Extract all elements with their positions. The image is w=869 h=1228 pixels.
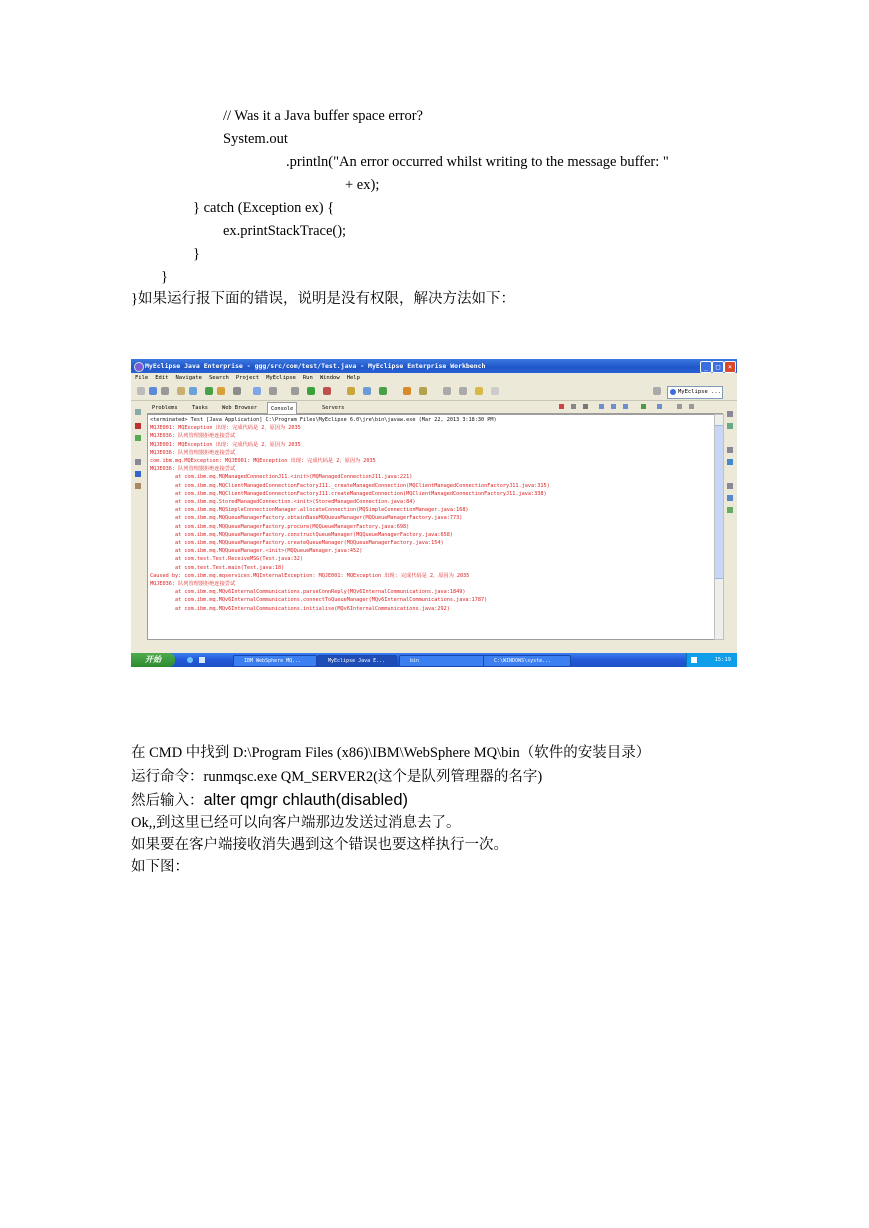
palette-icon[interactable] bbox=[727, 411, 733, 417]
minimize-view-icon[interactable] bbox=[677, 404, 682, 409]
code-line: .println("An error occurred whilst writing to the message buffer: " bbox=[286, 154, 669, 170]
forward-icon[interactable] bbox=[491, 387, 499, 395]
console-line: at com.ibm.mq.MQv6InternalCommunications.connectToQueueManager(MQv6InternalCommunications.java:1787) bbox=[150, 597, 488, 604]
console-line: MQJE001: MQException 出现: 完成代码是 2，原因为 2035 bbox=[150, 425, 301, 432]
toolbar bbox=[131, 384, 737, 401]
hierarchy-icon[interactable] bbox=[135, 435, 141, 441]
command-text: alter qmgr chlauth(disabled) bbox=[203, 791, 409, 809]
view-tab-bar bbox=[147, 401, 723, 414]
right-trim bbox=[723, 401, 737, 649]
browser-icon[interactable] bbox=[217, 387, 225, 395]
console-line: MQJE001: MQException 出现: 完成代码是 2，原因为 2035 bbox=[150, 441, 301, 448]
console-line: MQJE036: 队列管理器拒绝连接尝试 bbox=[150, 581, 236, 587]
outline-icon[interactable] bbox=[135, 423, 141, 429]
servers-view-icon[interactable] bbox=[727, 495, 733, 501]
code-line: } catch (Exception ex) { bbox=[193, 200, 335, 216]
console-line: at com.ibm.mq.MQManagedConnectionJ11.<init>(MQManagedConnectionJ11.java:221) bbox=[150, 474, 413, 481]
maximize-icon[interactable]: □ bbox=[712, 361, 724, 373]
code-line: ex.printStackTrace(); bbox=[223, 223, 347, 239]
package-explorer-icon[interactable] bbox=[135, 409, 141, 415]
console-line: MQJE036: 队列管理器拒绝连接尝试 bbox=[150, 433, 236, 440]
tab-console[interactable]: Console bbox=[267, 402, 297, 414]
annotation-icon[interactable] bbox=[419, 387, 427, 395]
clear-console-icon[interactable] bbox=[599, 404, 604, 409]
console-line: at com.test.Test.ReceiveMSG(Test.java:32) bbox=[150, 556, 304, 563]
save-icon[interactable] bbox=[149, 387, 157, 395]
structure-icon[interactable] bbox=[727, 459, 733, 465]
intro-paragraph: }如果运行报下面的错误，说明是没有权限，解决方法如下： bbox=[131, 291, 515, 307]
scrollbar-thumb[interactable] bbox=[715, 425, 723, 579]
tab-tasks[interactable]: Tasks bbox=[192, 405, 208, 411]
db-browser-icon[interactable] bbox=[135, 471, 141, 477]
ie-icon[interactable] bbox=[187, 657, 193, 663]
menu-bar bbox=[131, 373, 737, 384]
console-line: at com.ibm.mq.MQQueueManagerFactory.constructQueueManager(MQQueueManagerFactory.java:658) bbox=[150, 531, 453, 538]
menu-file[interactable]: File bbox=[135, 375, 149, 381]
console-line: at com.test.Test.main(Test.java:18) bbox=[150, 564, 285, 571]
db-view-icon[interactable] bbox=[727, 507, 733, 513]
windows-taskbar bbox=[131, 653, 737, 667]
menu-window[interactable]: Window bbox=[319, 375, 340, 381]
console-line: at com.ibm.mq.MQQueueManagerFactory.procure(MQQueueManagerFactory.java:698) bbox=[150, 523, 410, 530]
new-icon[interactable] bbox=[137, 387, 145, 395]
view-icon[interactable] bbox=[135, 459, 141, 465]
search-icon[interactable] bbox=[379, 387, 387, 395]
close-icon[interactable]: × bbox=[724, 361, 736, 373]
task-myeclipse[interactable]: MyEclipse Java E... bbox=[317, 655, 397, 667]
db-icon[interactable] bbox=[233, 387, 241, 395]
menu-run[interactable]: Run bbox=[302, 375, 313, 381]
print-icon[interactable] bbox=[161, 387, 169, 395]
snippets-icon[interactable] bbox=[135, 483, 141, 489]
task-websphere[interactable]: IBM WebSphere MQ... bbox=[233, 655, 317, 667]
tray-icon[interactable] bbox=[691, 657, 697, 663]
run-icon[interactable] bbox=[307, 387, 315, 395]
system-tray bbox=[686, 653, 737, 667]
console-line: MQJE036: 队列管理器拒绝连接尝试 bbox=[150, 449, 236, 456]
myeclipse-icon bbox=[134, 362, 144, 372]
deploy-icon[interactable] bbox=[205, 387, 213, 395]
paragraph-below: 如下图： bbox=[131, 859, 189, 875]
scroll-lock-icon[interactable] bbox=[611, 404, 616, 409]
web-icon[interactable] bbox=[253, 387, 261, 395]
properties-icon[interactable] bbox=[727, 423, 733, 429]
eclipse-screenshot bbox=[131, 359, 737, 667]
external-tools-icon[interactable] bbox=[323, 387, 331, 395]
console-line: MQJE036: 队列管理器拒绝连接尝试 bbox=[150, 466, 236, 473]
console-scrollbar[interactable] bbox=[714, 414, 724, 640]
form-icon[interactable] bbox=[269, 387, 277, 395]
perspective-icon bbox=[670, 389, 676, 395]
left-trim bbox=[131, 401, 145, 649]
console-line: at com.ibm.mq.MQv6InternalCommunications.parseConnReply(MQv6InternalCommunications.java:1849) bbox=[150, 589, 466, 596]
server-icon[interactable] bbox=[189, 387, 197, 395]
remove-launch-icon[interactable] bbox=[571, 404, 576, 409]
next-annotation-icon[interactable] bbox=[443, 387, 451, 395]
console-line: Caused by: com.ibm.mq.mqservices.MQInternalException: MQJE001: MQException 出现: 完成代码是 2，原因为 2035 bbox=[150, 572, 470, 579]
console-line: at com.ibm.mq.MQClientManagedConnectionFactoryJ11.createManagedConnection(MQClientManagedConnectionFactoryJ11.java:338) bbox=[150, 490, 547, 497]
paragraph-cmd: 在 CMD 中找到 D:\Program Files (x86)\IBM\WebSphere MQ\bin（软件的安装目录） bbox=[131, 745, 651, 761]
new-class-icon[interactable] bbox=[347, 387, 355, 395]
menu-project[interactable]: Project bbox=[235, 375, 260, 381]
minimize-icon[interactable]: _ bbox=[700, 361, 712, 373]
console-output[interactable] bbox=[147, 414, 716, 640]
menu-search[interactable]: Search bbox=[209, 375, 229, 381]
image-preview-icon[interactable] bbox=[727, 483, 733, 489]
code-line: // Was it a Java buffer space error? bbox=[223, 108, 423, 124]
debug-icon[interactable] bbox=[291, 387, 299, 395]
open-icon[interactable] bbox=[403, 387, 411, 395]
terminate-icon[interactable] bbox=[559, 404, 564, 409]
display-console-icon[interactable] bbox=[641, 404, 646, 409]
code-line: } bbox=[193, 246, 200, 262]
console-line: at com.ibm.mq.StoredManagedConnection.<init>(StoredManagedConnection.java:84) bbox=[150, 499, 416, 505]
console-line: at com.ibm.mq.MQQueueManagerFactory.createQueueManager(MQQueueManagerFactory.java:154) bbox=[150, 540, 444, 546]
paragraph-input-prefix: 然后输入： bbox=[131, 793, 204, 809]
menu-edit[interactable]: Edit bbox=[155, 375, 169, 381]
console-line: <terminated> Test [Java Application] C:\Program Files\MyEclipse 6.0\jre\bin\javaw.exe (Mar 22, 2013 3:18:30 PM) bbox=[150, 417, 497, 423]
paragraph-client: 如果要在客户端接收消失遇到这个错误也要这样执行一次。 bbox=[131, 837, 508, 853]
console-line: at com.ibm.mq.MQClientManagedConnectionFactoryJ11._createManagedConnection(MQClientManagedConnectionFactoryJ11.java:315) bbox=[150, 482, 550, 489]
tab-problems[interactable]: Problems bbox=[152, 405, 178, 411]
clock: 15:19 bbox=[714, 657, 731, 663]
task-cmd[interactable]: C:\WINDOWS\syste... bbox=[483, 655, 571, 667]
perspective-switcher[interactable] bbox=[667, 386, 723, 399]
start-button[interactable]: 开始 bbox=[131, 653, 175, 667]
menu-myeclipse[interactable]: MyEclipse bbox=[266, 375, 296, 381]
remove-all-icon[interactable] bbox=[583, 404, 588, 409]
window-title: MyEclipse Java Enterprise - ggg/src/com/test/Test.java - MyEclipse Enterprise Workbench bbox=[145, 362, 486, 370]
console-line: com.ibm.mq.MQException: MQJE001: MQException 出现: 完成代码是 2，原因为 2035 bbox=[150, 458, 376, 464]
paragraph-ok: Ok,,到这里已经可以向客户端那边发送过消息去了。 bbox=[131, 815, 461, 831]
console-line: at com.ibm.mq.MQSimpleConnectionManager.allocateConnection(MQSimpleConnectionManager.java:168) bbox=[150, 507, 469, 514]
console-line: at com.ibm.mq.MQQueueManagerFactory.obtainBaseMQQueueManager(MQQueueManagerFactory.java:773) bbox=[150, 515, 463, 522]
menu-navigate[interactable]: Navigate bbox=[175, 375, 202, 381]
console-line: at com.ibm.mq.MQQueueManager.<init>(MQQueueManager.java:452) bbox=[150, 548, 363, 555]
package-icon[interactable] bbox=[363, 387, 371, 395]
code-line: + ex); bbox=[345, 177, 380, 193]
pin-console-icon[interactable] bbox=[623, 404, 628, 409]
outline-view-icon[interactable] bbox=[727, 447, 733, 453]
paragraph-run: 运行命令：runmqsc.exe QM_SERVER2(这个是队列管理器的名字) bbox=[131, 769, 543, 785]
code-line: System.out bbox=[223, 131, 288, 147]
open-type-icon[interactable] bbox=[177, 387, 185, 395]
prev-annotation-icon[interactable] bbox=[459, 387, 467, 395]
perspective-label: MyEclipse ... bbox=[678, 389, 722, 395]
task-bin[interactable]: bin bbox=[399, 655, 491, 667]
console-line: at com.ibm.mq.MQv6InternalCommunications.initialise(MQv6InternalCommunications.java:292) bbox=[150, 605, 450, 612]
back-icon[interactable] bbox=[475, 387, 483, 395]
desktop-icon[interactable] bbox=[199, 657, 205, 663]
tab-servers[interactable]: Servers bbox=[322, 405, 345, 411]
tab-web-browser[interactable]: Web Browser bbox=[222, 405, 258, 411]
open-console-icon[interactable] bbox=[657, 404, 662, 409]
paragraph-input bbox=[131, 791, 408, 810]
window-titlebar bbox=[131, 359, 737, 373]
open-perspective-icon[interactable] bbox=[653, 387, 661, 395]
code-line: } bbox=[161, 269, 168, 285]
maximize-view-icon[interactable] bbox=[689, 404, 694, 409]
menu-help[interactable]: Help bbox=[346, 375, 360, 381]
